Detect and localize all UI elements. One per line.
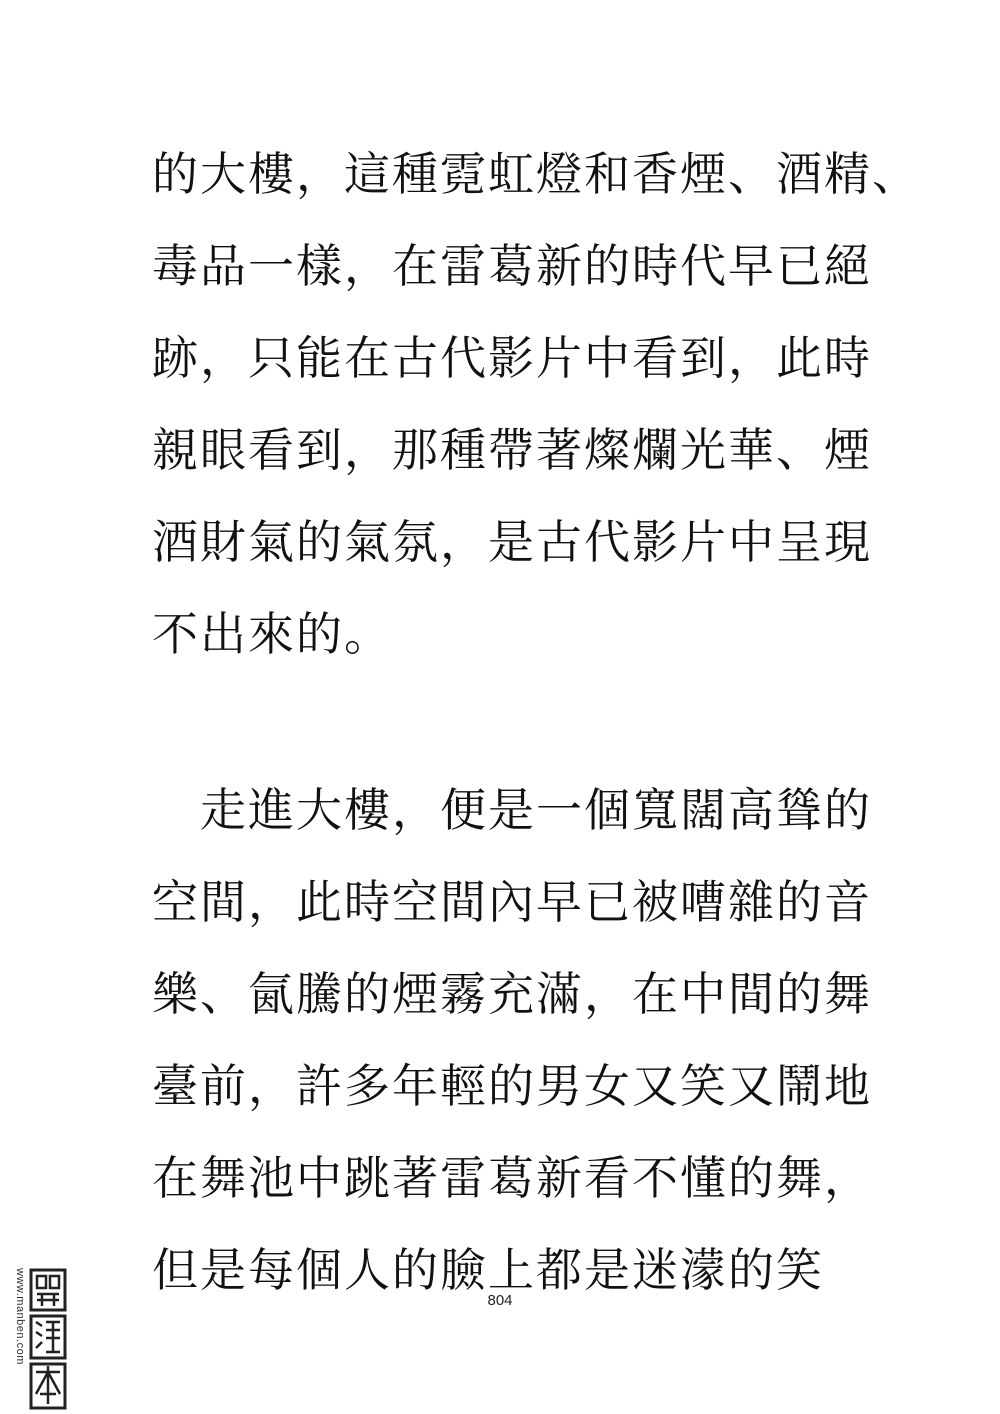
paragraph-gap [152, 680, 872, 764]
text-line: 毒品一樣，在雷葛新的時代早已絕 [152, 239, 872, 293]
text-line: 不出來的。 [152, 607, 392, 661]
watermark [6, 1268, 70, 1410]
text-line: 走進大樓，便是一個寬闊高聳的 [152, 783, 872, 837]
text-line: 在舞池中跳著雷葛新看不懂的舞， [152, 1151, 872, 1205]
text-line: 樂、氤騰的煙霧充滿，在中間的舞 [152, 967, 872, 1021]
text-line: 酒財氣的氣氛，是古代影片中呈現 [152, 515, 872, 569]
page-number: 804 [487, 1292, 513, 1309]
text-line: 跡，只能在古代影片中看到，此時 [152, 331, 872, 385]
text-line: 的大樓，這種霓虹燈和香煙、酒精、 [152, 147, 920, 201]
paragraph-1 [152, 128, 920, 680]
paragraph-2 [152, 764, 872, 1316]
text-line: 空間，此時空間內早已被嘈雜的音 [152, 875, 872, 929]
watermark-logo [28, 1268, 68, 1410]
text-line: 親眼看到，那種帶著燦爛光華、煙 [152, 423, 872, 477]
text-line: 但是每個人的臉上都是迷濛的笑 [152, 1243, 824, 1297]
body-text [152, 128, 920, 1316]
watermark-url: www.manben.com [14, 1268, 26, 1365]
text-line: 臺前，許多年輕的男女又笑又鬧地 [152, 1059, 872, 1113]
